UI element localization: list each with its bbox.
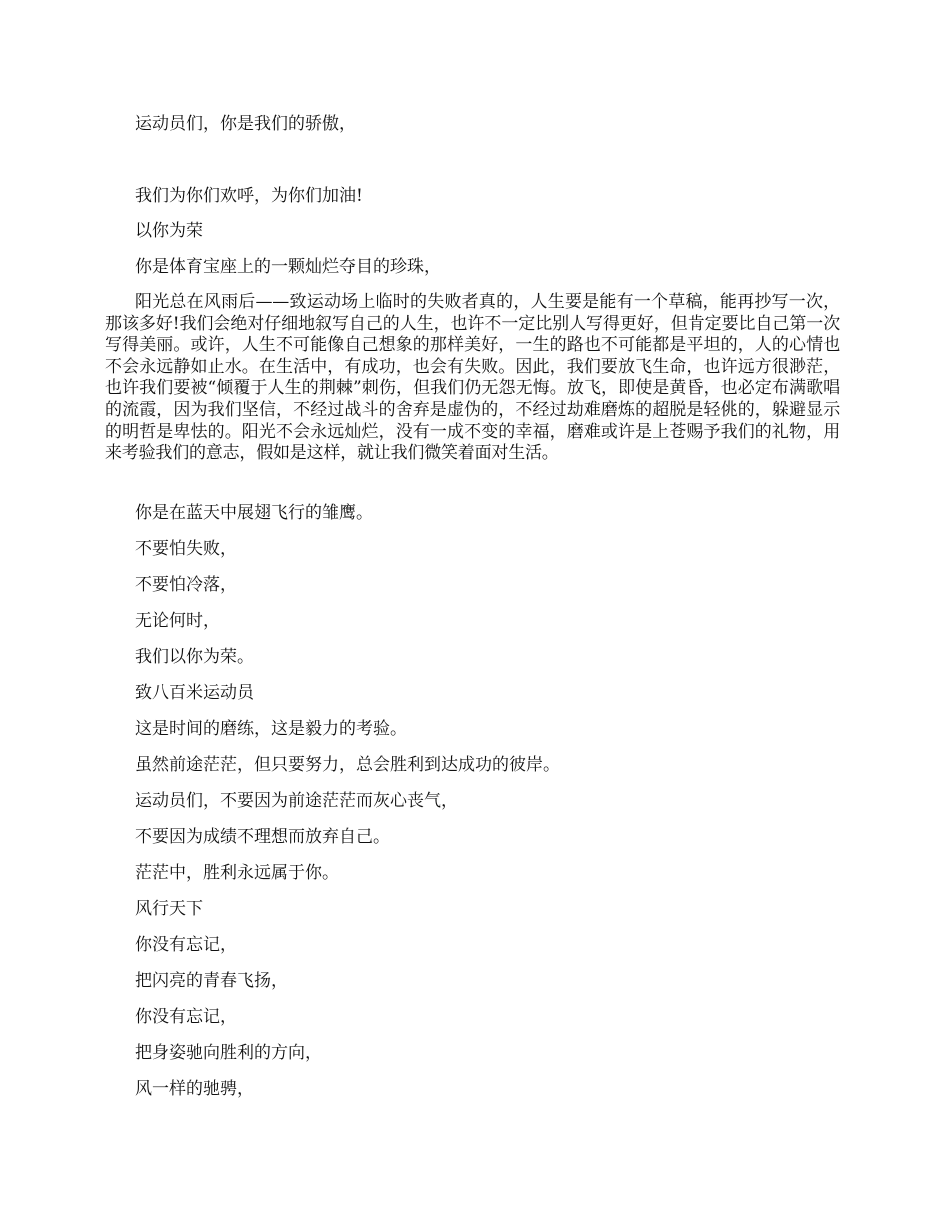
text-line: 以你为荣 bbox=[135, 221, 203, 241]
text-line: 不要因为成绩不理想而放弃自己。 bbox=[135, 827, 390, 847]
text-line: 我们为你们欢呼，为你们加油! bbox=[135, 186, 363, 206]
text-line: 我们以你为荣。 bbox=[135, 647, 254, 667]
text-line: 不要怕失败， bbox=[135, 539, 237, 559]
text-line: 你没有忘记， bbox=[135, 935, 237, 955]
text-line: 你没有忘记， bbox=[135, 1007, 237, 1027]
text-line: 这是时间的磨练，这是毅力的考验。 bbox=[135, 719, 407, 739]
text-line: 无论何时， bbox=[135, 611, 220, 631]
text-line: 运动员们，不要因为前途茫茫而灰心丧气， bbox=[135, 791, 458, 811]
text-line: 不要怕冷落， bbox=[135, 575, 237, 595]
text-line: 风一样的驰骋， bbox=[135, 1079, 254, 1099]
text-line: 虽然前途茫茫，但只要努力，总会胜利到达成功的彼岸。 bbox=[135, 755, 560, 775]
text-line: 运动员们，你是我们的骄傲， bbox=[135, 114, 356, 134]
text-line: 你是体育宝座上的一颗灿烂夺目的珍珠， bbox=[135, 257, 441, 277]
text-line: 你是在蓝天中展翅飞行的雏鹰。 bbox=[135, 503, 373, 523]
body-paragraph: 阳光总在风雨后——致运动场上临时的失败者真的，人生要是能有一个草稿，能再抄写一次，那该多好!我们会绝对仔细地叙写自己的人生，也许不一定比别人写得更好，但肯定要比自己第一次写得美丽。或许，人生不可能像自己想象的那样美好，一生的路也不可能都是平坦的，人的心情也不会永远静如止水。在生活中，有成功，也会有失败。因此，我们要放飞生命，也许远方很渺茫，也许我们要被“倾覆于人生的荆棘”刺伤，但我们仍无怨无悔。放飞，即使是黄昏，也必定布满歌唱的流霞，因为我们坚信，不经过战斗的舍弃是虚伪的，不经过劫难磨炼的超脱是轻佻的，躲避显示的明哲是卑怯的。阳光不会永远灿烂，没有一成不变的幸福，磨难或许是上苍赐予我们的礼物，用来考验我们的意志，假如是这样，就让我们微笑着面对生活。 bbox=[105, 292, 840, 464]
section-heading: 风行天下 bbox=[135, 899, 203, 919]
section-heading: 致八百米运动员 bbox=[135, 683, 254, 703]
text-line: 把身姿驰向胜利的方向， bbox=[135, 1043, 322, 1063]
text-line: 茫茫中，胜利永远属于你。 bbox=[135, 863, 339, 883]
text-line: 把闪亮的青春飞扬， bbox=[135, 971, 288, 991]
